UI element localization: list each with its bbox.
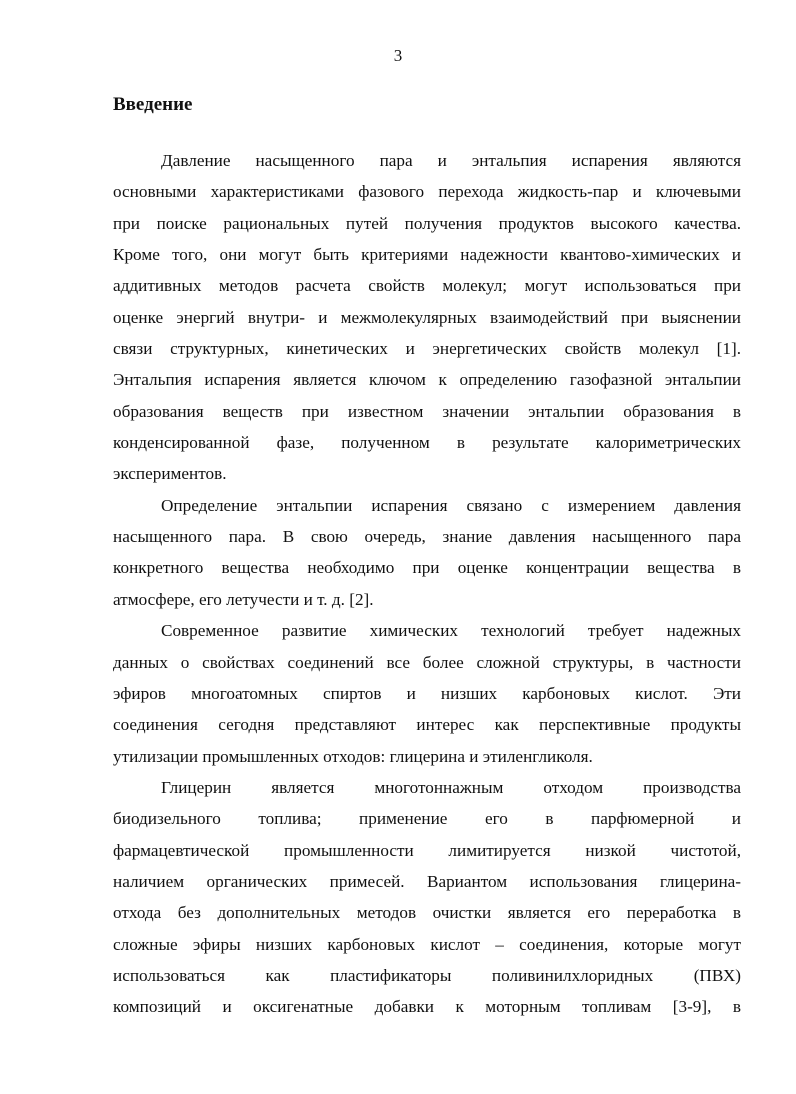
text-line: сложные эфиры низших карбоновых кислот – соединения, которые могут: [113, 934, 741, 954]
text-line: при поиске рациональных путей получения продуктов высокого качества.: [113, 213, 741, 233]
body-text: [113, 145, 741, 1023]
text-line: оценке энергий внутри- и межмолекулярных взаимодействий при выяснении: [113, 307, 741, 327]
text-line: биодизельного топлива; применение его в парфюмерной и: [113, 809, 741, 829]
text-line: Давление насыщенного пара и энтальпия испарения являются: [161, 151, 741, 170]
section-heading: Введение: [113, 94, 193, 115]
text-line: образования веществ при известном значении энтальпии образования в: [113, 401, 741, 421]
text-line: отхода без дополнительных методов очистки является его переработка в: [113, 903, 741, 923]
text-line: Определение энтальпии испарения связано с измерением давления: [161, 495, 741, 515]
text-line: эфиров многоатомных спиртов и низших карбоновых кислот. Эти: [113, 683, 741, 703]
text-line: основными характеристиками фазового перехода жидкость-пар и ключевыми: [113, 182, 741, 202]
text-line: Энтальпия испарения является ключом к определению газофазной энтальпии: [113, 370, 741, 390]
text-line: конденсированной фазе, полученном в результате калориметрических: [113, 433, 741, 453]
text-line: соединения сегодня представляют интерес как перспективные продукты: [113, 715, 741, 735]
text-line: композиций и оксигенатные добавки к моторным топливам [3-9], в: [113, 997, 741, 1017]
text-line: Кроме того, они могут быть критериями надежности квантово-химических и: [113, 245, 741, 265]
text-line: Современное развитие химических технологий требует надежных: [161, 621, 741, 641]
text-line: Глицерин является многотоннажным отходом производства: [161, 777, 741, 797]
text-line: аддитивных методов расчета свойств молекул; могут использоваться при: [113, 276, 741, 296]
text-line: фармацевтической промышленности лимитируется низкой чистотой,: [113, 840, 741, 860]
text-line: связи структурных, кинетических и энергетических свойств молекул [1].: [113, 339, 741, 359]
text-line: атмосфере, его летучести и т. д. [2].: [113, 589, 374, 609]
text-line: насыщенного пара. В свою очередь, знание давления насыщенного пара: [113, 527, 741, 547]
text-line: данных о свойствах соединений все более сложной структуры, в частности: [113, 652, 741, 672]
page-number: 3: [393, 46, 403, 65]
text-line: конкретного вещества необходимо при оценке концентрации вещества в: [113, 558, 741, 578]
text-line: наличием органических примесей. Вариантом использования глицерина-: [113, 871, 741, 891]
text-line: экспериментов.: [113, 464, 227, 484]
text-line: утилизации промышленных отходов: глицерина и этиленгликоля.: [113, 746, 593, 766]
text-line: использоваться как пластификаторы поливинилхлоридных (ПВХ): [113, 965, 741, 985]
